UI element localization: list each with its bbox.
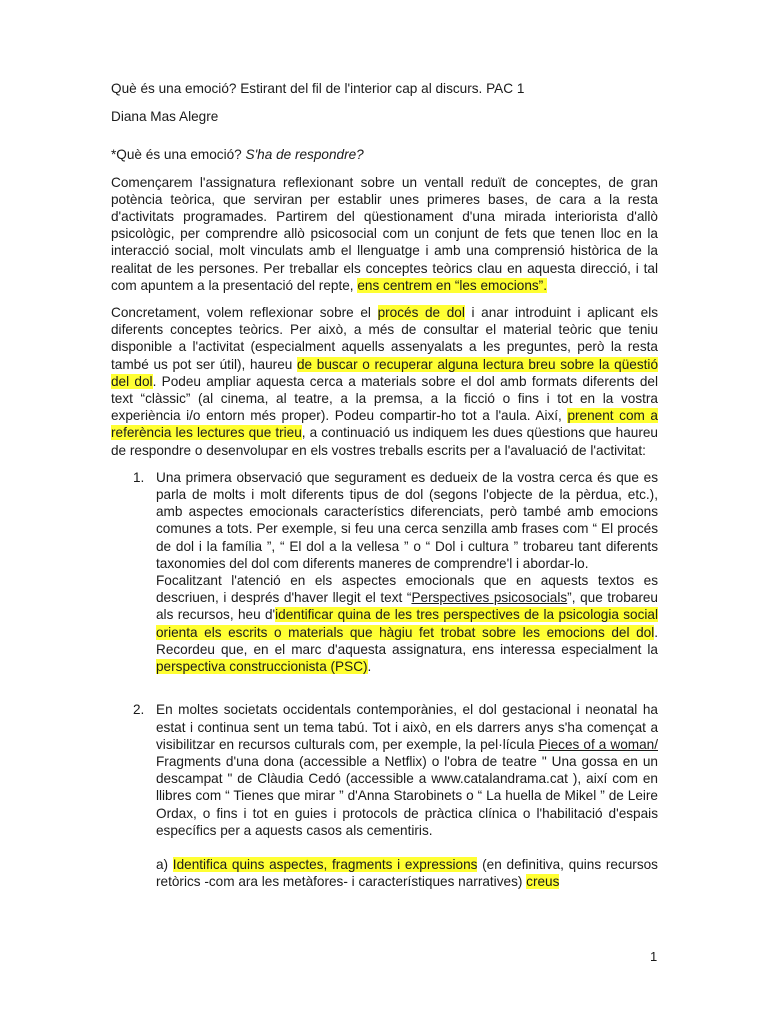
paragraph-text: Començarem l'assignatura reflexionant sobre un ventall reduït de conceptes, de gran potència teòrica, que serviran per establir unes primeres bases, de cara a la resta d'activitats programades. Partirem del qüestionament d'una mirada interiorista d'allò psicològic, per comprendre allò psicosocial com un conjunt de fets que tenen lloc en la interacció social, molt vinculats amb el llenguatge i amb una comprensió històrica de la realitat de les persones. Per treballar els conceptes teòrics clau en aquesta direcció, i tal com apuntem a la presentació del repte, xyxy=(111,174,658,293)
highlight-buscar-lectura: de buscar o recuperar alguna lectura breu sobre la qüestió del dol xyxy=(111,356,658,389)
paragraph-text: ”, que trobareu als recursos, heu d' xyxy=(156,590,658,623)
list-item-1 xyxy=(111,469,658,675)
list-item-text: Una primera observació que segurament es dedueix de la vostra cerca és que es parla de molts i molt diferents tipus de dol (segons l'objecte de la pèrdua, etc.), amb aspectes emocionals característics diferenciats, però també amb emocions comunes a tots. Per exemple, si feu una cerca senzilla amb frases com “ El procés de dol i la família ”, “ El dol a la vellesa ” o “ Dol i cultura ” trobareu tant diferents taxonomies del dol com diferents maneres de comprendre'l i abordar-lo. xyxy=(156,469,658,571)
author-name: Diana Mas Alegre xyxy=(111,109,219,125)
highlight-proces-dol: procés de dol xyxy=(377,305,465,321)
section-heading xyxy=(111,146,658,163)
list-item-number: 1. xyxy=(133,469,145,485)
highlight-creus: creus xyxy=(526,874,560,890)
highlight-emocions: ens centrem en “les emocions”. xyxy=(357,277,547,293)
list-item-text xyxy=(156,572,658,675)
pieces-of-a-woman-link[interactable]: Pieces of a woman/ xyxy=(538,736,658,752)
paragraph-text: Focalitzant l'atenció en els aspectes emocionals que en aquests textos es descriuen, i després d'haver llegit el text “ xyxy=(156,573,658,606)
section-heading-italic: S'ha de respondre? xyxy=(245,147,364,163)
sub-item-a xyxy=(156,856,658,890)
section-heading-main: *Què és una emoció? xyxy=(111,147,246,163)
highlight-prenent-referencia: prenent com a referència les lectures que trieu xyxy=(111,408,658,441)
paragraph-text: Fragments d'una dona (accessible a Netflix) o l'obra de teatre " Una gossa en un descampat " de Clàudia Cedó (accessible a www.catalandrama.cat ), així com en llibres com “ Tienes que mirar ” d'Anna Starobinets o “ La huella de Mikel ” de Leire Ordax, o fins i tot en guies i protocols de pràctica clínica o l'habilitació d'espais específics per a aquests casos als cementiris. xyxy=(156,753,658,838)
paragraph-text: En moltes societats occidentals contemporànies, el dol gestacional i neonatal ha estat i continua sent un tema tabú. Tot i això, en els darrers anys s'ha començat a visibilitzar en recursos culturals com, per exemple, la pel·lícula xyxy=(156,702,658,752)
list-item-number: 2. xyxy=(133,702,145,718)
highlight-identifica-aspectes: Identifica quins aspectes, fragments i expressions xyxy=(172,856,478,872)
paragraph-concretament xyxy=(111,304,658,459)
document-title: Què és una emoció? Estirant del fil de l'interior cap al discurs. PAC 1 xyxy=(111,81,525,96)
paragraph-text: . Recordeu que, en el marc d'aquesta assignatura, ens interessa especialment la xyxy=(156,624,658,657)
highlight-identificar-perspectiva: identificar quina de les tres perspectives de la psicologia social orienta els escrits o materials que hàgiu fet trobat sobre les emocions del dol xyxy=(156,607,659,640)
paragraph-text: i anar introduint i aplicant els diferents conceptes teòrics. Per això, a més de consultar el material teòric que teniu disponible a l'activitat (especialment aquells assenyalats a les preguntes, però la resta també us pot ser útil), haureu xyxy=(111,305,659,372)
list-item-2 xyxy=(111,701,658,890)
perspectives-psicosocials-link[interactable]: Perspectives psicosocials xyxy=(411,590,568,606)
paragraph-text: (en definitiva, quins recursos retòrics -com ara les metàfores- i característiques narratives) xyxy=(156,856,658,890)
paragraph-text: . Podeu ampliar aquesta cerca a materials sobre el dol amb formats diferents del text “clàssic” (al cinema, al teatre, a la premsa, a la ficció o fins i tot en la vostra experiència i/o entorn més proper). Podeu compartir-ho tot a l'aula. Així, xyxy=(111,373,658,424)
paragraph-text: a) xyxy=(156,856,173,872)
highlight-psc: perspectiva construccionista (PSC) xyxy=(156,659,368,675)
paragraph-text: . xyxy=(367,659,372,675)
paragraph-text: , a continuació us indiquem les dues qüestions que haureu de respondre o desenvolupar en els vostres treballs escrits per a l'avaluació de l'activitat: xyxy=(111,425,658,458)
paragraph-text: Concretament, volem reflexionar sobre el xyxy=(111,305,378,321)
page-number: 1 xyxy=(650,949,658,964)
list-item-text xyxy=(156,701,658,839)
questions-list xyxy=(111,469,658,890)
document-body xyxy=(111,80,658,890)
paragraph-intro xyxy=(111,174,658,294)
